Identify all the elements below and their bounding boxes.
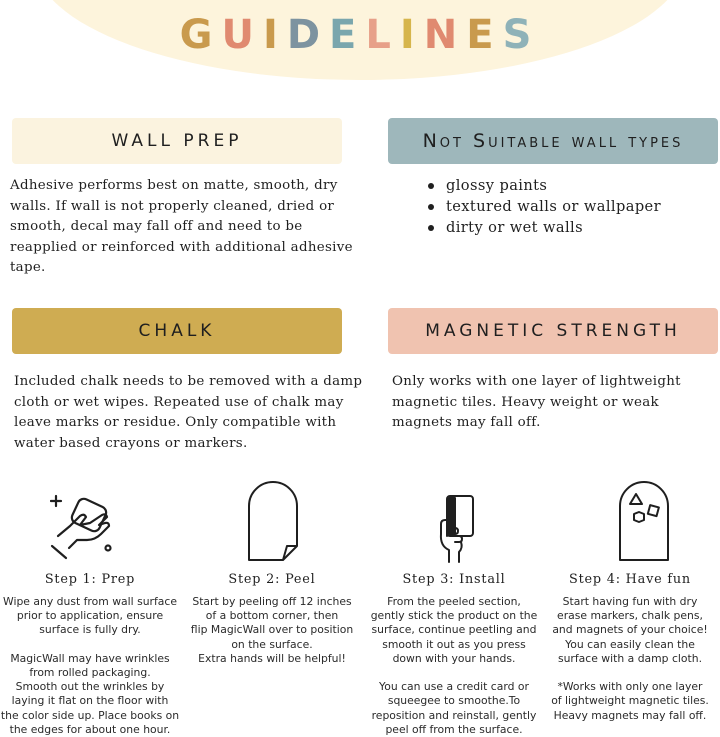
- title-letter: I: [399, 12, 424, 58]
- step-3-title: Step 3: Install: [402, 572, 506, 587]
- magnetic-strength-text: Only works with one layer of lightweight magnetic tiles. Heavy weight or weak magnets may fall off.: [392, 374, 681, 430]
- not-suitable-heading: Not Suitable wall types: [422, 130, 684, 152]
- step-4-title: Step 4: Have fun: [569, 572, 691, 587]
- chalk-banner: [12, 308, 342, 354]
- title-letter: G: [179, 12, 222, 58]
- step-2-title: Step 2: Peel: [228, 572, 316, 587]
- title-letter: N: [423, 12, 467, 58]
- magnetic-board-icon: [618, 480, 670, 562]
- chalk-heading: CHALK: [138, 321, 216, 341]
- chalk-text: Included chalk needs to be removed with a damp cloth or wet wipes. Repeated use of chalk may leave marks or residue. Only compatible with water based crayons or markers.: [14, 374, 363, 451]
- title-letter: D: [286, 12, 330, 58]
- title-letter: E: [329, 12, 366, 58]
- not-suitable-list: [424, 176, 661, 238]
- magnetic-strength-heading: MAGNETIC STRENGTH: [425, 321, 681, 341]
- page-title: [0, 8, 720, 62]
- step-1-title: Step 1: Prep: [44, 572, 136, 587]
- list-item: textured walls or wallpaper: [424, 197, 661, 218]
- title-letter: U: [221, 12, 263, 58]
- wiping-hand-icon: [50, 490, 122, 560]
- title-letter: L: [365, 12, 400, 58]
- step-1-text: Wipe any dust from wall surface prior to application, ensure surface is fully dry. MagicWall may have wrinkles from rolled packaging. Smooth out the wrinkles by laying it flat on the floor with the color side up. Place books on the edges for about one hour.: [0, 595, 180, 736]
- step-2-text: Start by peeling off 12 inches of a bottom corner, then flip MagicWall over to position on the surface. Extra hands will be helpful!: [190, 595, 354, 665]
- wall-prep-text: Adhesive performs best on matte, smooth, dry walls. If wall is not properly cleaned, dried or smooth, decal may fall off and need to be reapplied or reinforced with additional adhesive tape.: [10, 178, 353, 275]
- step-3-text: From the peeled section, gently stick the product on the surface, continue peetling and smooth it out as you press down with your hands. You can use a credit card or squeegee to smoothe.To reposition and reinstall, gently peel off from the surface.: [370, 595, 538, 736]
- magnetic-strength-banner: [388, 308, 718, 354]
- list-item: glossy paints: [424, 176, 661, 197]
- wall-prep-banner: [12, 118, 342, 164]
- peeling-sheet-icon: [247, 480, 299, 562]
- wall-prep-heading: WALL PREP: [111, 131, 243, 151]
- title-letter: E: [466, 12, 503, 58]
- step-4-text: Start having fun with dry erase markers, chalk pens, and magnets of your choice! You can easily clean the surface with a damp cloth. *Works with only one layer of lightweight magnetic tiles. Heavy magnets may fall off.: [551, 595, 709, 722]
- title-letter: S: [502, 12, 541, 58]
- title-letter: I: [262, 12, 287, 58]
- list-item: dirty or wet walls: [424, 218, 661, 239]
- hand-card-icon: [437, 494, 477, 564]
- not-suitable-banner: [388, 118, 718, 164]
